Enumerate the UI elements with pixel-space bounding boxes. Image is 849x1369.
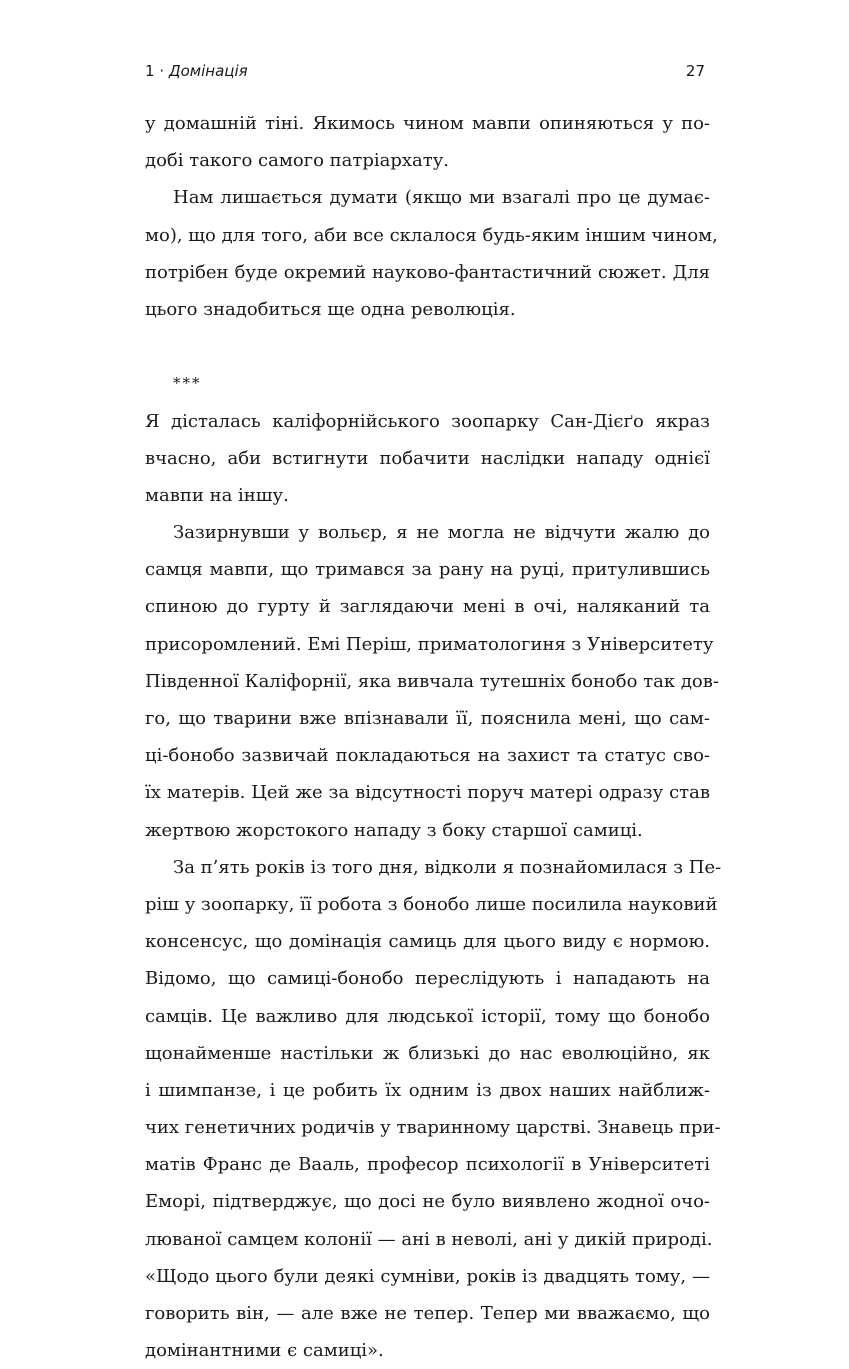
page-number: 27: [685, 62, 705, 80]
paragraph: [145, 179, 718, 328]
text-line: добі такого самого патріархату.: [145, 150, 450, 172]
text-line: жертвою жорстокого нападу з боку старшої самиці.: [145, 819, 643, 841]
chapter-heading: [145, 62, 248, 80]
text-line: самців. Це важливо для людської історії, тому що бонобо: [145, 1005, 710, 1027]
chapter-title: Домінація: [168, 62, 248, 80]
text-line: Нам лишається думати (якщо ми взагалі про це думає-: [173, 187, 710, 209]
text-line: Еморі, підтверджує, що досі не було виявлено жодної очо-: [145, 1191, 710, 1213]
body-text: [145, 105, 722, 1369]
text-line: щонайменше настільки ж близькі до нас еволюційно, як: [145, 1042, 710, 1064]
paragraph: [145, 403, 710, 515]
running-head: [145, 62, 705, 84]
text-line: їх матерів. Цей же за відсутності поруч матері одразу став: [145, 782, 710, 804]
text-line: Я дісталась каліфорнійського зоопарку Сан-Дієґо якраз: [145, 410, 710, 432]
text-line: вчасно, аби встигнути побачити наслідки нападу однієї: [145, 447, 710, 469]
text-line: го, що тварини вже впізнавали її, пояснила мені, що сам-: [145, 708, 710, 729]
text-line: самця мавпи, що тримався за рану на руці, притулившись: [145, 559, 710, 581]
text-line: «Щодо цього були деякі сумніви, років із двадцять тому, —: [145, 1265, 710, 1287]
text-line: Відомо, що самиці-бонобо переслідують і нападають на: [145, 968, 710, 990]
text-line: консенсус, що домінація самиць для цього виду є нормою.: [145, 931, 710, 953]
paragraph: [145, 514, 719, 849]
chapter-number: 1: [145, 62, 155, 80]
text-line: мавпи на іншу.: [145, 484, 289, 506]
text-line: ріш у зоопарку, її робота з бонобо лише посилила науковий: [145, 893, 718, 915]
header-divider: ·: [159, 62, 165, 80]
text-line: потрібен буде окремий науково-фантастичний сюжет. Для: [145, 261, 710, 283]
text-line: Зазирнувши у вольєр, я не могла не відчути жалю до: [173, 522, 710, 544]
text-line: говорить він, — але вже не тепер. Тепер ми вважаємо, що: [145, 1303, 710, 1324]
text-line: спиною до гурту й заглядаючи мені в очі, наляканий та: [145, 596, 710, 618]
text-line: За п’ять років із того дня, відколи я познайомилася з Пе-: [173, 856, 722, 878]
text-line: ці-бонобо зазвичай покладаються на захист та статус сво-: [145, 745, 710, 767]
paragraph: [145, 849, 722, 1369]
text-line: у домашній тіні. Якимось чином мавпи опиняються у по-: [145, 113, 710, 134]
text-line: мо), що для того, аби все склалося будь-яким іншим чином,: [145, 224, 718, 246]
text-line: чих генетичних родичів у тваринному царстві. Знавець при-: [145, 1117, 721, 1139]
text-line: присоромлений. Емі Періш, приматологиня з Університету: [145, 633, 714, 655]
paragraph: [145, 105, 710, 179]
text-line: домінантними є самиці».: [145, 1340, 384, 1362]
section-gap: [145, 328, 710, 365]
text-line: цього знадобиться ще одна революція.: [145, 298, 516, 320]
section-separator: ***: [173, 374, 202, 393]
text-line: і шимпанзе, і це робить їх одним із двох наших найближ-: [145, 1079, 710, 1101]
text-line: Південної Каліфорнії, яка вивчала тутешніх бонобо так дов-: [145, 670, 719, 692]
text-line: люваної самцем колонії — ані в неволі, ані у дикій природі.: [145, 1228, 713, 1250]
text-line: матів Франс де Вааль, професор психології в Університеті: [145, 1154, 710, 1176]
